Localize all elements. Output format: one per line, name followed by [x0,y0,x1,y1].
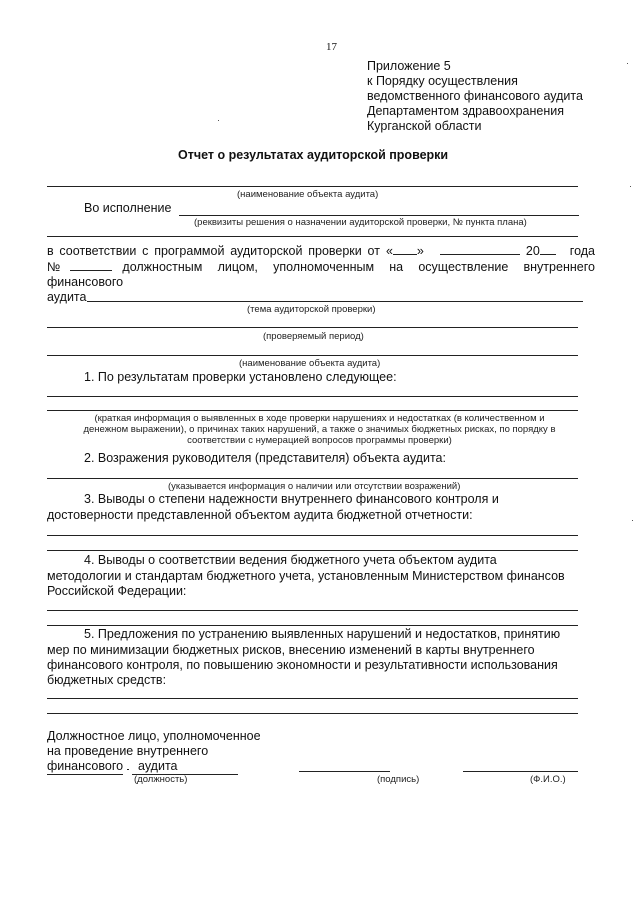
section-5-blank-2 [47,713,578,714]
audit-topic-line [87,301,583,302]
signature-line-1: Должностное лицо, уполномоченное [47,729,261,743]
year-blank [540,254,556,255]
signature-line-3 [47,759,238,775]
caption-audit-object-2: (наименование объекта аудита) [239,358,381,369]
caption-violations-2: денежном выражении), о причинах таких нарушений, а также о значимых бюджетных рисках, по порядку в [83,424,556,435]
appendix-line-1: Приложение 5 [367,59,451,73]
signature-financial: финансового [47,759,124,773]
audit-object-line-2 [47,355,578,356]
program-word: в [47,244,54,258]
signature-audit: аудита [132,759,237,775]
year-word: года [569,244,595,258]
appendix-line-2: к Порядку осуществления [367,74,518,88]
section-3-line-2: достоверности представленной объектом аудита бюджетной отчетности: [47,508,473,522]
section-1-line-1 [47,396,578,397]
section-5-line-2: мер по минимизации бюджетных рисков, внесению изменений в карты внутреннего [47,643,535,657]
scan-speck [627,63,628,64]
caption-fio: (Ф.И.О.) [530,774,566,785]
official-word: должностным [122,260,203,274]
page-number: 17 [326,41,337,53]
section-4-line-1: 4. Выводы о соответствии ведения бюджетного учета объектом аудита [84,553,497,567]
section-3-blank-2 [47,550,578,551]
program-word: проверки [308,244,362,258]
period-line [47,327,578,328]
caption-audit-object-1: (наименование объекта аудита) [237,189,379,200]
document-title: Отчет о результатах аудиторской проверки [178,148,449,162]
section-5-line-4: бюджетных средств: [47,673,167,687]
day-blank [393,254,417,255]
signature-line-2: на проведение внутреннего [47,744,209,758]
quote-open: « [385,244,393,258]
section-5-line-3: финансового контроля, по повышению экономности и результативности использования [47,658,558,672]
section-4-line-3: Российской Федерации: [47,584,187,598]
program-word: программой [154,244,225,258]
program-word: от [367,244,380,258]
section-1-heading: 1. По результатам проверки установлено следующее: [84,370,397,384]
program-line [47,244,595,259]
section-2-heading: 2. Возражения руководителя (представителя) объекта аудита: [84,451,446,465]
appendix-line-3: ведомственного финансового аудита [367,89,583,103]
section-2-line [47,478,578,479]
scan-speck [630,186,631,187]
program-word: аудиторской [230,244,303,258]
official-line [47,260,595,275]
caption-violations [47,413,592,446]
section-5-line-1: 5. Предложения по устранению выявленных нарушений и недостатков, принятию [84,627,561,641]
number-blank [70,270,112,271]
decision-details-line [179,215,579,216]
financial-word: финансового [47,275,124,289]
caption-signature: (подпись) [377,774,420,785]
section-3-line-1: 3. Выводы о степени надежности внутреннего финансового контроля и [84,492,499,506]
year-prefix: 20 [525,244,540,258]
scan-speck [218,120,219,121]
official-words [122,260,595,275]
section-4-blank-2 [47,625,578,626]
section-3-blank-1 [47,535,578,536]
official-word: уполномоченным [273,260,375,274]
number-sign: № [47,260,61,274]
caption-decision-details: (реквизиты решения о назначении аудиторской проверки, № пункта плана) [194,217,527,228]
month-blank [440,254,520,255]
scan-speck [632,520,633,521]
program-word: соответствии [59,244,137,258]
appendix-header [367,59,583,134]
audit-object-line [47,186,578,187]
signature-gap [127,769,129,770]
caption-period: (проверяемый период) [263,331,364,342]
quote-close: » [416,244,424,258]
section-1-line-2 [47,410,578,411]
official-word: осуществление [418,260,509,274]
official-word: на [389,260,404,274]
program-word: с [142,244,149,258]
caption-violations-1: (краткая информация о выявленных в ходе проверки нарушениях и недостатках (в количественном и [94,413,545,424]
caption-audit-topic: (тема аудиторской проверки) [247,304,376,315]
section-4-line-2: методологии и стандартам бюджетного учета, установленным Министерством финансов [47,569,565,583]
audit-word: аудита [47,290,87,304]
official-word: внутреннего [523,260,595,274]
caption-violations-3: соответствии с нумерацией вопросов программы проверки) [187,435,452,446]
section-5-blank-1 [47,698,578,699]
caption-objections: (указывается информация о наличии или отсутствии возражений) [168,481,461,492]
appendix-line-4: Департаментом здравоохранения [367,104,564,118]
official-word: лицом, [217,260,258,274]
in-execution-label: Во исполнение [84,201,172,215]
program-words [47,244,380,259]
caption-position: (должность) [134,774,188,785]
decision-details-line-2 [47,236,578,237]
signature-blank [299,771,390,772]
appendix-line-5: Курганской области [367,119,482,133]
fio-blank [463,771,578,772]
section-4-blank-1 [47,610,578,611]
